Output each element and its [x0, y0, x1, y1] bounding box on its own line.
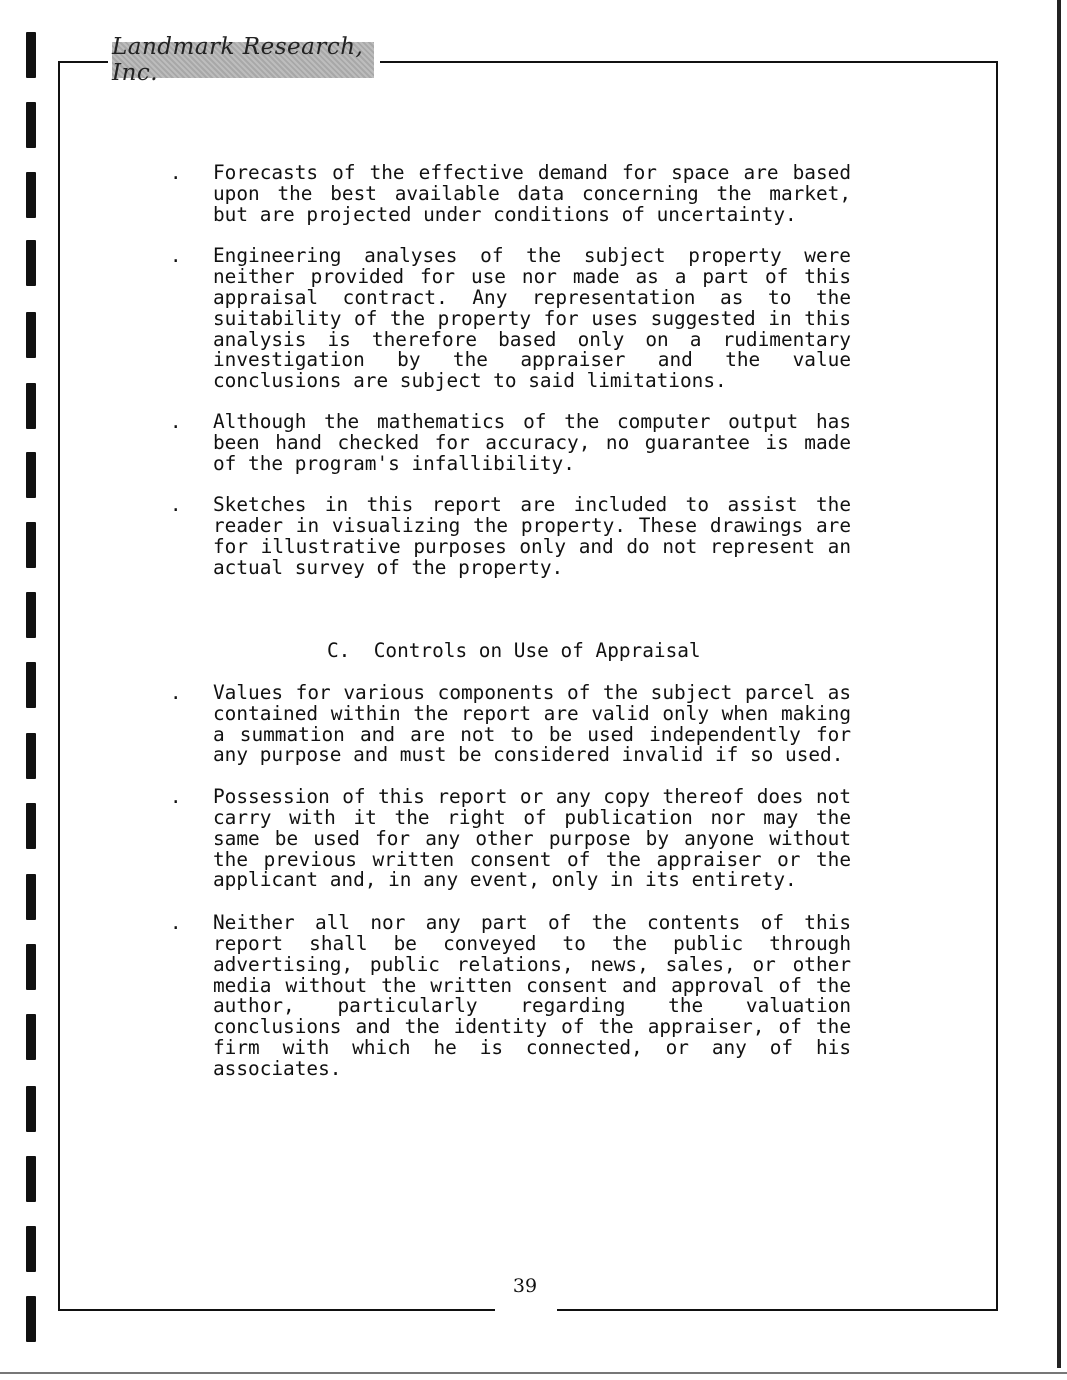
item-text: Possession of this report or any copy thereof does not carry with it the right of publication nor may the same be used for any other purpose by anyone without the previous written consent of the appraiser or the applicant and, in any event, only in its entirety.: [213, 785, 851, 892]
item-text: Values for various components of the subject parcel as contained within the report are valid only when making a summation and are not to be used independently for any purpose and must be considered invalid if so used.: [213, 681, 851, 767]
list-item: [170, 787, 860, 891]
section-c-body: [170, 683, 860, 1080]
list-item: [170, 163, 860, 225]
bullet: .: [170, 162, 182, 184]
item-text: Engineering analyses of the subject property were neither provided for use nor made as a part of this appraisal contract. Any representation as to the suitability of the property for uses suggested in this analysis is therefore based only on a rudimentary investigation by the appraiser and the value conclusions are subject to said limitations.: [213, 244, 851, 393]
list-item: [170, 913, 860, 1079]
binding-mark: [26, 1296, 36, 1342]
logo-text: Landmark Research, Inc.: [112, 34, 364, 86]
document-body: [170, 163, 860, 579]
item-text: Neither all nor any part of the contents of this report shall be conveyed to the public through advertising, public relations, news, sales, or other media without the written consent and approval of the author, particularly regarding the valuation conclusions and the identity of the appraiser, of the firm with which he is connected, or any of his associates.: [213, 911, 851, 1080]
binding-mark: [26, 1014, 36, 1060]
list-item: [170, 683, 860, 766]
binding-mark: [26, 662, 36, 708]
frame-bottom-left: [58, 1309, 495, 1311]
bullet: .: [170, 245, 182, 268]
binding-mark: [26, 1086, 36, 1132]
list-item: [170, 495, 860, 578]
page-number: 39: [512, 1275, 538, 1297]
bullet: .: [170, 410, 182, 433]
frame-right: [996, 61, 998, 1311]
item-text: Forecasts of the effective demand for space are based upon the best available data concerning the market, but are projected under conditions of uncertainty.: [213, 161, 851, 226]
binding-mark: [26, 944, 36, 990]
section-title: Controls on Use of Appraisal: [373, 639, 701, 662]
page-right-edge: [1057, 0, 1061, 1368]
page-bottom-edge: [0, 1372, 1067, 1374]
binding-mark: [26, 383, 36, 429]
binding-mark: [26, 172, 36, 218]
binding-mark: [26, 803, 36, 849]
bullet: .: [170, 912, 182, 935]
binding-mark: [26, 452, 36, 498]
frame-top-right: [380, 61, 998, 63]
bullet: .: [170, 682, 182, 704]
bullet: .: [170, 786, 182, 809]
list-item: [170, 246, 860, 392]
bullet: .: [170, 494, 182, 517]
binding-mark: [26, 1156, 36, 1202]
binding-mark: [26, 874, 36, 920]
frame-bottom-right: [557, 1309, 998, 1311]
binding-mark: [26, 32, 36, 78]
item-text: Sketches in this report are included to assist the reader in visualizing the property. These drawings are for illustrative purposes only and do not represent an actual survey of the property.: [213, 493, 851, 579]
item-text: Although the mathematics of the computer output has been hand checked for accuracy, no guarantee is made of the program's infallibility.: [213, 409, 851, 475]
binding-mark: [26, 522, 36, 568]
binding-mark: [26, 102, 36, 148]
section-heading: [327, 640, 701, 662]
binding-mark: [26, 240, 36, 286]
list-item: [170, 409, 860, 475]
binding-mark: [26, 733, 36, 779]
frame-left: [58, 61, 60, 1311]
section-letter: C.: [327, 639, 351, 662]
company-logo: [112, 34, 374, 86]
binding-mark: [26, 1226, 36, 1272]
binding-mark: [26, 592, 36, 638]
binding-mark: [26, 312, 36, 358]
frame-top-left: [58, 61, 108, 63]
